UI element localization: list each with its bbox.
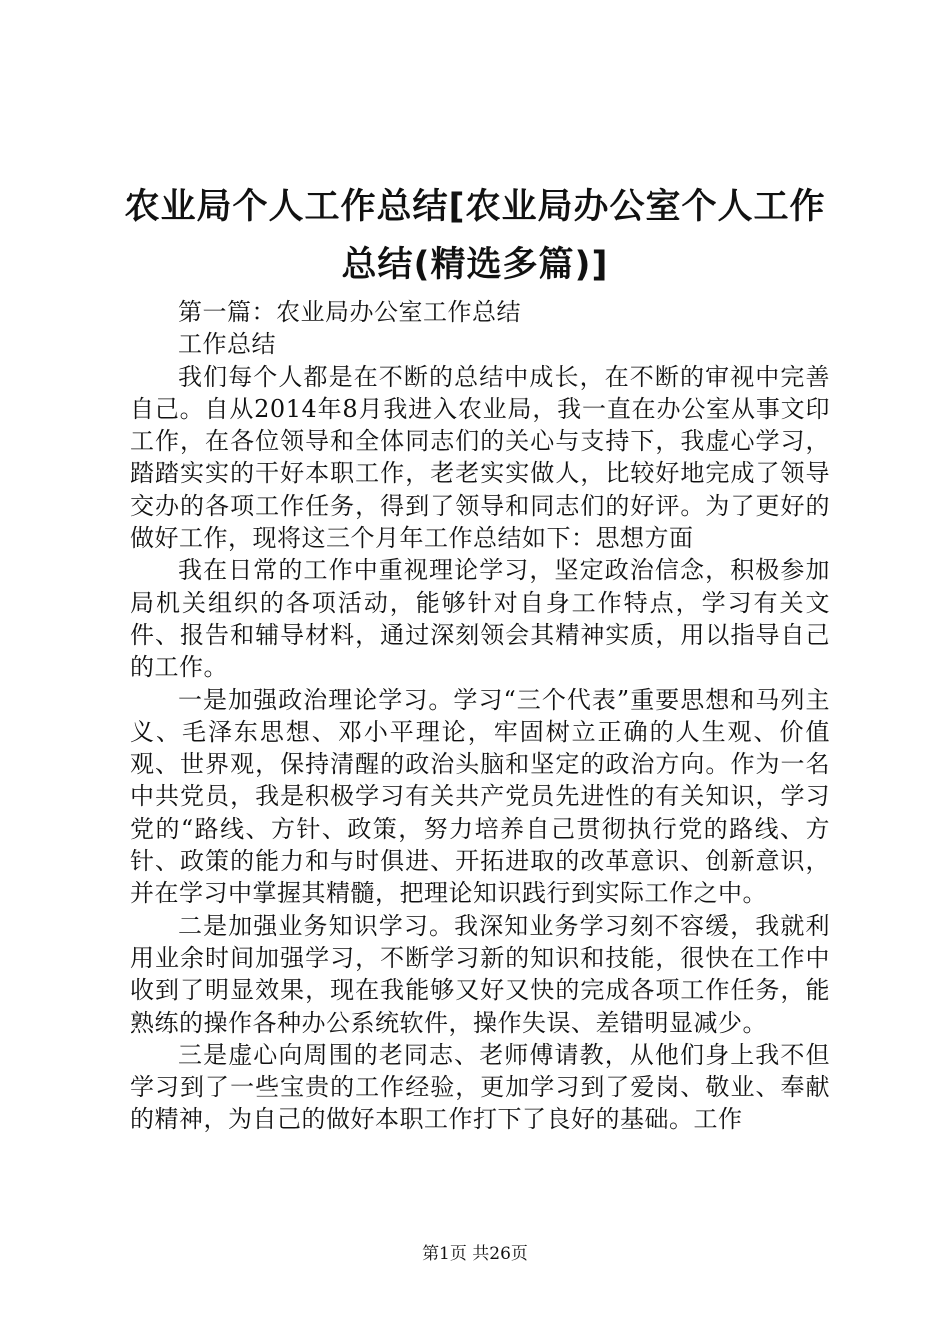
paragraph: 我在日常的工作中重视理论学习，坚定政治信念，积极参加局机关组织的各项活动，能够针对自身工作特点，学习有关文件、报告和辅导材料，通过深刻领会其精神实质，用以指导自己的工作。 <box>130 556 830 682</box>
document-title <box>60 178 890 294</box>
page-number-footer: 第1页 共26页 <box>422 1244 528 1264</box>
subheading: 工作总结 <box>178 330 276 359</box>
section-heading: 第一篇：农业局办公室工作总结 <box>178 298 521 326</box>
paragraph: 一是加强政治理论学习。学习“三个代表”重要思想和马列主义、毛泽东思想、邓小平理论，牢固树立正确的人生观、价值观、世界观，保持清醒的政治头脑和坚定的政治方向。作为一名中共党员，我是积极学习有关共产党员先进性的有关知识，学习党的“路线、方针、政策，努力培养自己贯彻执行党的路线、方针、政策的能力和与时俱进、开拓进取的改革意识、创新意识，并在学习中掌握其精髓，把理论知识践行到实际工作之中。 <box>130 685 830 908</box>
paragraph: 三是虚心向周围的老同志、老师傅请教，从他们身上我不但学习到了一些宝贵的工作经验，更加学习到了爱岗、敬业、奉献的精神，为自己的做好本职工作打下了良好的基础。工作 <box>130 1040 830 1134</box>
paragraph: 二是加强业务知识学习。我深知业务学习刻不容缓，我就利用业余时间加强学习，不断学习新的知识和技能，很快在工作中收到了明显效果，现在我能够又好又快的完成各项工作任务，能熟练的操作各种办公系统软件，操作失误、差错明显减少。 <box>130 911 830 1037</box>
document-body <box>130 296 830 1136</box>
title-line-1: 农业局个人工作总结[农业局办公室个人工作 <box>124 187 826 227</box>
paragraph: 我们每个人都是在不断的总结中成长，在不断的审视中完善自己。自从2014年8月我进入农业局，我一直在办公室从事文印工作，在各位领导和全体同志们的关心与支持下，我虚心学习，踏踏实实的干好本职工作，老老实实做人，比较好地完成了领导交办的各项工作任务，得到了领导和同志们的好评。为了更好的做好工作，现将这三个月年工作总结如下：思想方面 <box>130 362 830 553</box>
title-line-2: 总结(精选多篇)] <box>341 245 609 285</box>
